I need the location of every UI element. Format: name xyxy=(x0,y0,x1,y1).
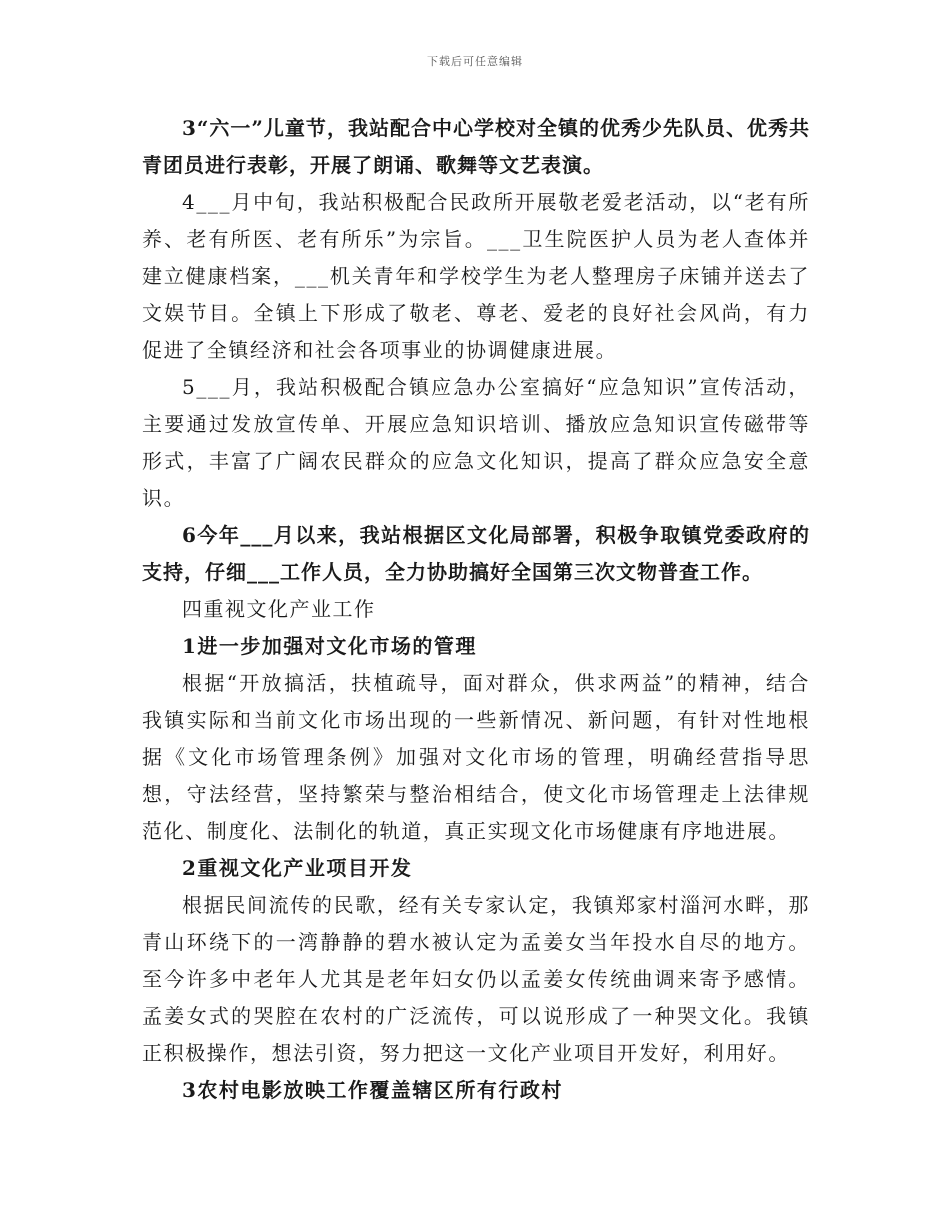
paragraph-emergency-knowledge: 5___月，我站积极配合镇应急办公室搞好“应急知识”宣传活动，主要通过发放宣传单、开展应急知识培训、播放应急知识宣传磁带等形式，丰富了广阔农民群众的应急文化知识，提高了群众应急安全意识。 xyxy=(142,375,810,510)
subheading-market-management: 1进一步加强对文化市场的管理 xyxy=(182,634,477,658)
paragraph-cultural-relics-survey: 6今年___月以来，我站根据区文化局部署，积极争取镇党委政府的支持，仔细___工作人员，全力协助搞好全国第三次文物普查工作。 xyxy=(142,523,810,584)
paragraph-elderly-care: 4___月中旬，我站积极配合民政所开展敬老爱老活动，以“老有所养、老有所医、老有所乐”为宗旨。___卫生院医护人员为老人查体并建立健康档案，___机关青年和学校学生为老人整理房子床铺并送去了文娱节目。全镇上下形成了敬老、尊老、爱老的良好社会风尚，有力促进了全镇经济和社会各项事业的协调健康进展。 xyxy=(142,190,810,362)
subheading-rural-film: 3农村电影放映工作覆盖辖区所有行政村 xyxy=(182,1078,563,1102)
paragraph-children-day: 3“六一”儿童节，我站配合中心学校对全镇的优秀少先队员、优秀共青团员进行表彰，开展了朗诵、歌舞等文艺表演。 xyxy=(142,116,810,177)
paragraph-market-management: 根据“开放搞活，扶植疏导，面对群众，供求两益”的精神，结合我镇实际和当前文化市场出现的一些新情况、新问题，有针对性地根据《文化市场管理条例》加强对文化市场的管理，明确经营指导思想，守法经营，坚持繁荣与整治相结合，使文化市场管理走上法律规范化、制度化、法制化的轨道，真正实现文化市场健康有序地进展。 xyxy=(142,671,810,843)
page-header: 下载后可任意编辑 xyxy=(427,55,523,68)
subheading-industry-projects: 2重视文化产业项目开发 xyxy=(182,856,413,880)
document-body xyxy=(142,110,810,1109)
paragraph-meng-jiangnu-culture: 根据民间流传的民歌，经有关专家认定，我镇郑家村淄河水畔，那青山环绕下的一湾静静的碧水被认定为孟姜女当年投水自尽的地方。至今许多中老年人尤其是老年妇女仍以孟姜女传统曲调来寄予感情。孟姜女式的哭腔在农村的广泛流传，可以说形成了一种哭文化。我镇正积极操作，想法引资，努力把这一文化产业项目开发好，利用好。 xyxy=(142,893,810,1065)
section-heading-cultural-industry: 四重视文化产业工作 xyxy=(182,597,376,621)
